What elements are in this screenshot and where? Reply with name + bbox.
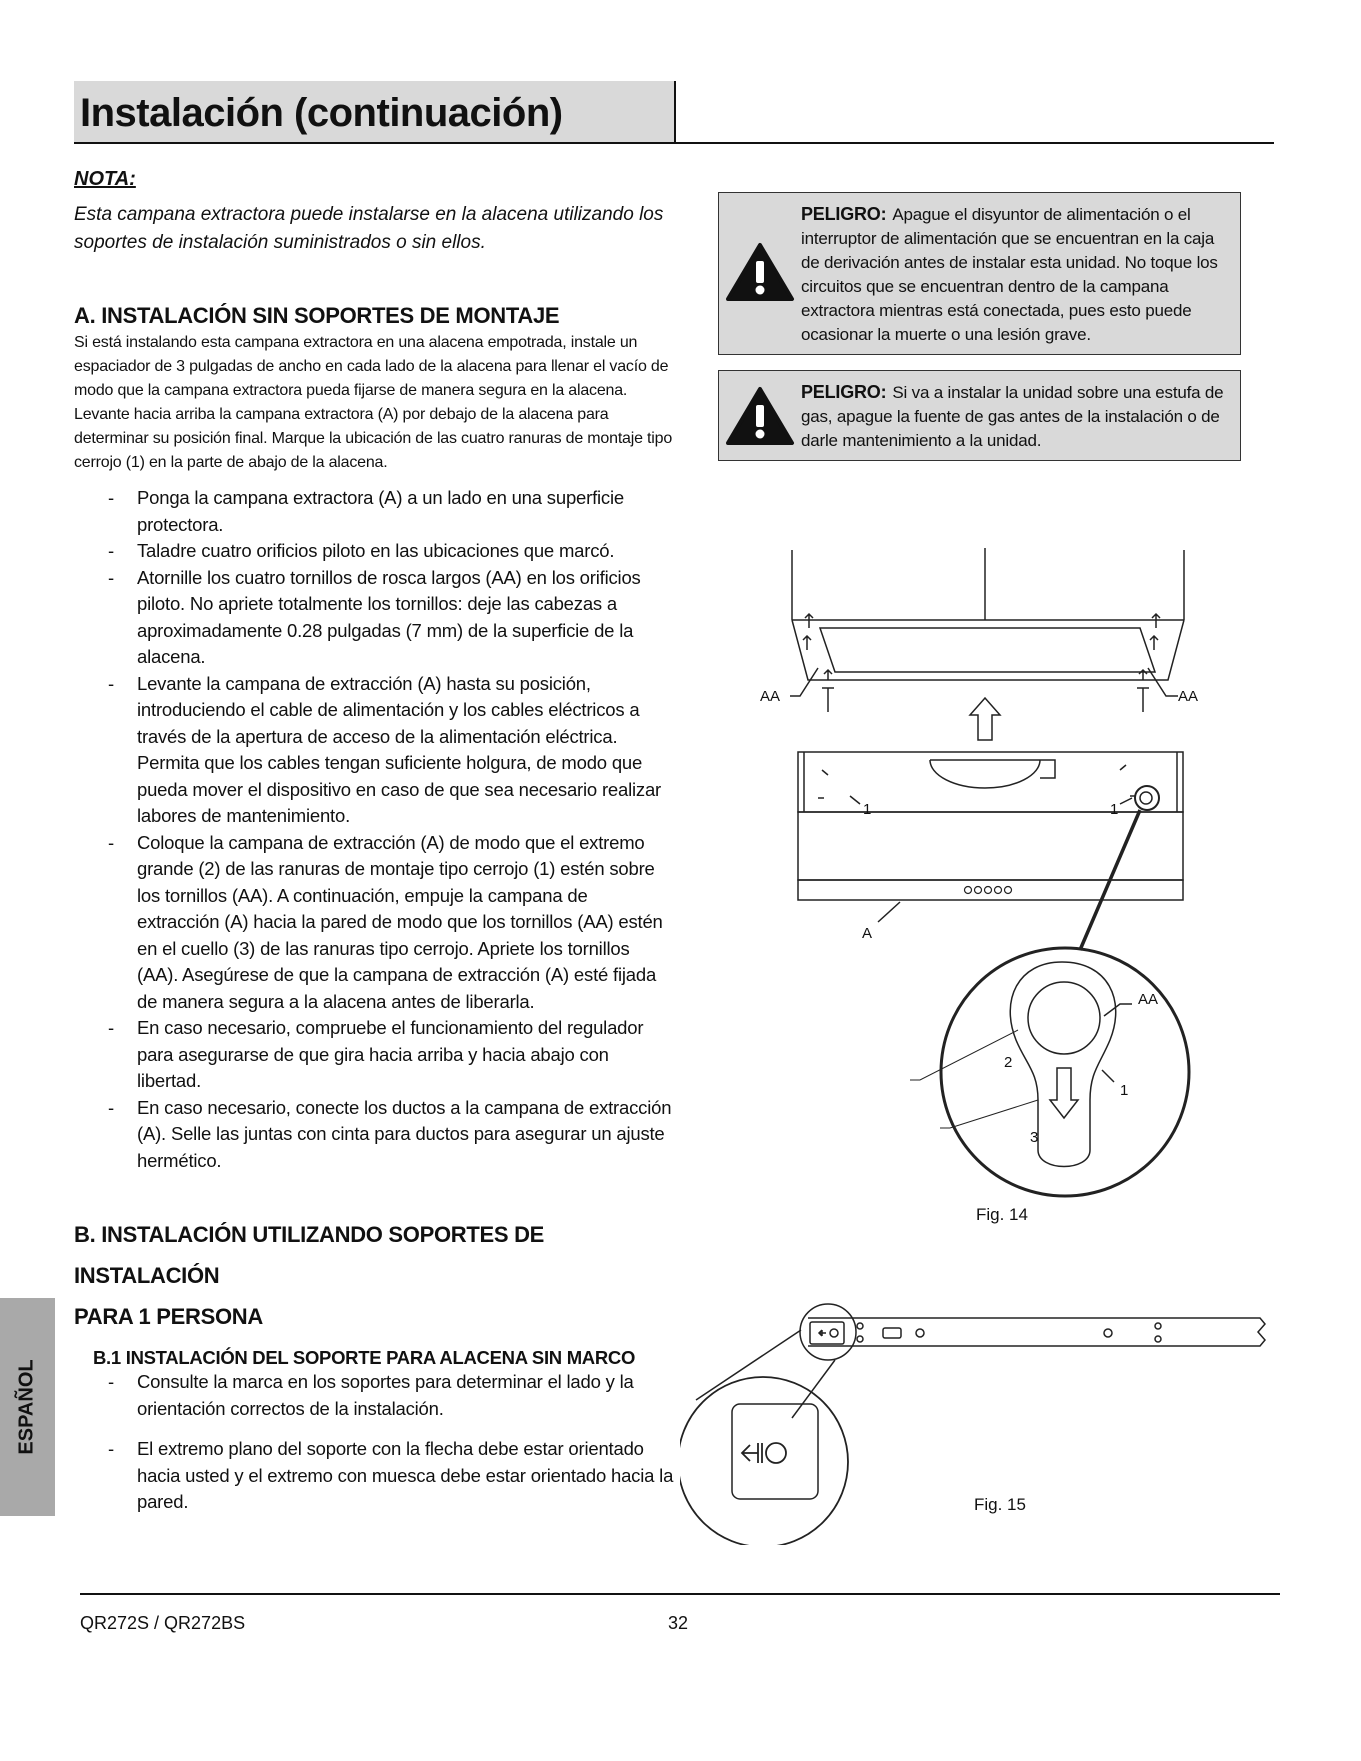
footer-model: QR272S / QR272BS — [80, 1613, 246, 1633]
warning-body: Apague el disyuntor de alimentación o el interruptor de alimentación que se encuentran en la caja de derivación antes de instalar esta unidad. No toque los circuitos que se encuentran dentro de la campana extractora mientras está conectada, pues esto puede ocasionar la muerte o una lesión grave. — [801, 205, 1218, 344]
section-b1-title: B.1 INSTALACIÓN DEL SOPORTE PARA ALACENA SIN MARCO — [93, 1347, 636, 1368]
warning-triangle-icon — [725, 385, 795, 447]
fig14-label-detail-3: 3 — [1030, 1129, 1039, 1146]
list-item: - Atornille los cuatro tornillos de rosca largos (AA) en los orificios piloto. No apriete totalmente los tornillos: deje las cabezas a aproximadamente 0.28 pulgadas (7 mm) de la superficie de la alacena. — [74, 565, 674, 671]
fig14-caption: Fig. 14 — [976, 1205, 1028, 1224]
fig15-caption: Fig. 15 — [974, 1495, 1026, 1514]
page-number: 32 — [668, 1613, 689, 1633]
section-b-title-line1: B. INSTALACIÓN UTILIZANDO SOPORTES DE INSTALACIÓN — [74, 1222, 545, 1288]
list-item: - Taladre cuatro orificios piloto en las ubicaciones que marcó. — [74, 538, 674, 565]
warning-label: PELIGRO: — [801, 204, 887, 224]
fig14-label-hood: A — [862, 925, 873, 942]
warning-text-gas — [801, 380, 1234, 453]
nota-text: Esta campana extractora puede instalarse en la alacena utilizando los soportes de instalación suministrados o sin ellos. — [74, 204, 664, 253]
list-item: - En caso necesario, conecte los ductos a la campana de extracción (A). Selle las juntas con cinta para ductos para asegurar un ajuste hermético. — [74, 1095, 674, 1175]
section-a-title: A. INSTALACIÓN SIN SOPORTES DE MONTAJE — [74, 303, 560, 328]
list-item: - El extremo plano del soporte con la flecha debe estar orientado hacia usted y el extremo con muesca debe estar orientado hacia la pared. — [74, 1436, 674, 1516]
warning-body: Si va a instalar la unidad sobre una estufa de gas, apague la fuente de gas antes de la instalación o de darle mantenimiento a la unidad. — [801, 383, 1224, 450]
warning-text-electrical — [801, 202, 1234, 347]
list-item: - Coloque la campana de extracción (A) de modo que el extremo grande (2) de las ranuras de montaje tipo cerrojo (1) estén sobre los tornillos (AA). A continuación, empuje la campana de extracción (A) hacia la pared de modo que los tornillos (AA) estén en el cuello (3) de las ranuras tipo cerrojo. Apriete los tornillos (AA). Asegúrese de que la campana de extracción (A) esté fijada de manera segura a la alacena antes de liberarla. — [74, 830, 674, 1016]
section-a-steps — [74, 485, 674, 1174]
language-tab-label: ESPAÑOL — [15, 1359, 38, 1455]
footer-rule — [80, 1593, 1280, 1595]
fig14-label-detail-aa: AA — [1138, 991, 1159, 1008]
fig14-diagram — [700, 540, 1260, 1230]
screw-aa-right — [1137, 688, 1149, 712]
warning-box-gas — [718, 370, 1241, 461]
fig14-label-detail-2: 2 — [1004, 1054, 1013, 1071]
list-item: - En caso necesario, compruebe el funcionamiento del regulador para asegurarse de que gira hacia arriba y hacia abajo con libertad. — [74, 1015, 674, 1095]
left-column — [74, 168, 674, 1516]
page-title: Instalación (continuación) — [80, 91, 563, 135]
warning-label: PELIGRO: — [801, 382, 887, 402]
section-a-para2: Levante hacia arriba la campana extractora (A) por debajo de la alacena para determinar su posición final. Marque la ubicación de las cuatro ranuras de montaje tipo cerrojo (1) en la parte de abajo de la alacena. — [74, 406, 673, 471]
list-item: - Ponga la campana extractora (A) a un lado en una superficie protectora. — [74, 485, 674, 538]
fig14-label-slot-left: 1 — [863, 801, 872, 818]
screw-aa-left — [822, 688, 834, 712]
section-a-para1: Si está instalando esta campana extractora en una alacena empotrada, instale un espaciador de 3 pulgadas de ancho en cada lado de la alacena para llenar el vacío de modo que la campana extractora pueda fijarse de manera segura en la alacena. — [74, 334, 669, 399]
fig14-label-aa-left: AA — [760, 688, 781, 705]
nota-label: NOTA: — [74, 168, 136, 190]
section-b-title-line2: PARA 1 PERSONA — [74, 1304, 263, 1329]
warning-box-electrical — [718, 192, 1241, 355]
section-b-steps — [74, 1369, 674, 1516]
fig14-label-detail-1: 1 — [1120, 1082, 1129, 1099]
fig14-label-slot-right: 1 — [1110, 801, 1119, 818]
list-item: - Levante la campana de extracción (A) hasta su posición, introduciendo el cable de alimentación y los cables eléctricos a través de la apertura de acceso de la alimentación eléctrica. Permita que los cables tengan suficiente holgura, de modo que pueda mover el dispositivo en caso de que sea necesario realizar labores de mantenimiento. — [74, 671, 674, 830]
warning-triangle-icon — [725, 241, 795, 303]
list-item: - Consulte la marca en los soportes para determinar el lado y la orientación correctos de la instalación. — [74, 1369, 674, 1422]
fig14-label-aa-right: AA — [1178, 688, 1199, 705]
header-rule — [74, 142, 1274, 144]
